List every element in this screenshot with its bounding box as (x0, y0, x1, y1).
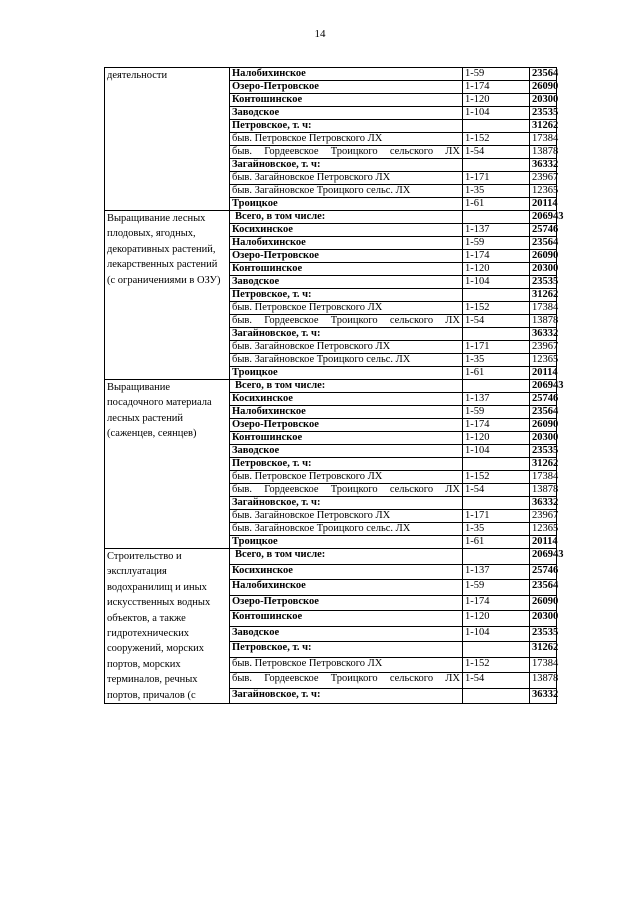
area-value-cell: 31262 (530, 458, 557, 471)
quarter-code-cell: 1-120 (463, 611, 530, 627)
district-name-cell: быв. Гордеевское Троицкого сельского ЛХ (230, 146, 463, 159)
quarter-code-cell: 1-137 (463, 393, 530, 406)
district-name-cell: Косихинское (230, 393, 463, 406)
area-value-cell: 206943 (530, 211, 557, 224)
quarter-code-cell: 1-152 (463, 133, 530, 146)
district-name-cell: быв. Загайновское Троицкого сельс. ЛХ (230, 354, 463, 367)
area-value-cell: 23967 (530, 510, 557, 523)
quarter-code-cell: 1-35 (463, 185, 530, 198)
area-value-cell: 23535 (530, 445, 557, 458)
area-value-cell: 20114 (530, 367, 557, 380)
district-name-cell: Налобихинское (230, 68, 463, 81)
district-name-cell: Петровское, т. ч: (230, 458, 463, 471)
quarter-code-cell: 1-59 (463, 406, 530, 419)
quarter-code-cell (463, 211, 530, 224)
area-value-cell: 23564 (530, 406, 557, 419)
quarter-code-cell: 1-152 (463, 657, 530, 673)
quarter-code-cell: 1-35 (463, 354, 530, 367)
area-value-cell: 20300 (530, 94, 557, 107)
district-name-cell: Всего, в том числе: (230, 211, 463, 224)
district-name-cell: Озеро-Петровское (230, 419, 463, 432)
area-value-cell: 26090 (530, 81, 557, 94)
quarter-code-cell (463, 688, 530, 704)
area-value-cell: 13878 (530, 146, 557, 159)
page-number: 14 (314, 28, 326, 40)
quarter-code-cell: 1-104 (463, 445, 530, 458)
quarter-code-cell: 1-59 (463, 237, 530, 250)
district-name-cell: Загайновское, т. ч: (230, 159, 463, 172)
district-name-cell: Контошинское (230, 94, 463, 107)
area-value-cell: 17384 (530, 133, 557, 146)
area-value-cell: 20300 (530, 611, 557, 627)
area-value-cell: 25746 (530, 564, 557, 580)
area-value-cell: 23967 (530, 341, 557, 354)
activity-cell: Строительство и эксплуатация водохранилищ и иных искусственных водных объектов, а также гидротехнических сооружений, морских портов, морских терминалов, речных портов, причалов (с (105, 549, 230, 704)
district-name-cell: Петровское, т. ч: (230, 642, 463, 658)
quarter-code-cell: 1-137 (463, 564, 530, 580)
district-name-cell: быв. Петровское Петровского ЛХ (230, 657, 463, 673)
quarter-code-cell: 1-171 (463, 341, 530, 354)
quarter-code-cell: 1-104 (463, 107, 530, 120)
area-value-cell: 36332 (530, 328, 557, 341)
quarter-code-cell: 1-120 (463, 263, 530, 276)
table-row (105, 380, 557, 393)
quarter-code-cell: 1-174 (463, 250, 530, 263)
area-value-cell: 26090 (530, 595, 557, 611)
district-name-cell: быв. Загайновское Петровского ЛХ (230, 341, 463, 354)
quarter-code-cell (463, 380, 530, 393)
district-name-cell: Контошинское (230, 432, 463, 445)
area-value-cell: 206943 (530, 380, 557, 393)
district-name-cell: Троицкое (230, 198, 463, 211)
district-name-cell: быв. Загайновское Троицкого сельс. ЛХ (230, 523, 463, 536)
quarter-code-cell: 1-104 (463, 276, 530, 289)
area-value-cell: 23535 (530, 107, 557, 120)
area-value-cell: 23967 (530, 172, 557, 185)
quarter-code-cell: 1-61 (463, 198, 530, 211)
table-row (105, 549, 557, 565)
quarter-code-cell (463, 120, 530, 133)
area-value-cell: 31262 (530, 642, 557, 658)
area-value-cell: 25746 (530, 393, 557, 406)
district-name-cell: Косихинское (230, 564, 463, 580)
area-value-cell: 13878 (530, 484, 557, 497)
district-name-cell: быв. Петровское Петровского ЛХ (230, 471, 463, 484)
area-value-cell: 12365 (530, 523, 557, 536)
quarter-code-cell: 1-171 (463, 172, 530, 185)
district-name-cell: Троицкое (230, 536, 463, 549)
activity-cell: деятельности (105, 68, 230, 211)
quarter-code-cell: 1-137 (463, 224, 530, 237)
quarter-code-cell (463, 289, 530, 302)
quarter-code-cell: 1-152 (463, 471, 530, 484)
quarter-code-cell: 1-120 (463, 432, 530, 445)
district-name-cell: Контошинское (230, 263, 463, 276)
area-value-cell: 36332 (530, 688, 557, 704)
district-name-cell: Озеро-Петровское (230, 250, 463, 263)
area-value-cell: 20114 (530, 198, 557, 211)
activity-cell: Выращивание посадочного материала лесных растений (саженцев, сеянцев) (105, 380, 230, 549)
district-name-cell: быв. Загайновское Петровского ЛХ (230, 510, 463, 523)
area-value-cell: 13878 (530, 673, 557, 689)
quarter-code-cell: 1-174 (463, 419, 530, 432)
activity-cell: Выращивание лесных плодовых, ягодных, декоративных растений, лекарственных растений (с ограничениями в ОЗУ) (105, 211, 230, 380)
district-name-cell: Загайновское, т. ч: (230, 328, 463, 341)
quarter-code-cell: 1-59 (463, 68, 530, 81)
area-value-cell: 23564 (530, 237, 557, 250)
quarter-code-cell: 1-152 (463, 302, 530, 315)
district-name-cell: Заводское (230, 107, 463, 120)
district-name-cell: быв. Гордеевское Троицкого сельского ЛХ (230, 484, 463, 497)
district-name-cell: быв. Загайновское Троицкого сельс. ЛХ (230, 185, 463, 198)
district-name-cell: Заводское (230, 626, 463, 642)
quarter-code-cell (463, 497, 530, 510)
area-value-cell: 13878 (530, 315, 557, 328)
district-name-cell: Петровское, т. ч: (230, 120, 463, 133)
district-name-cell: Озеро-Петровское (230, 595, 463, 611)
area-value-cell: 36332 (530, 497, 557, 510)
area-value-cell: 26090 (530, 419, 557, 432)
district-name-cell: Загайновское, т. ч: (230, 497, 463, 510)
quarter-code-cell: 1-171 (463, 510, 530, 523)
table-row (105, 211, 557, 224)
area-value-cell: 17384 (530, 657, 557, 673)
area-value-cell: 26090 (530, 250, 557, 263)
area-value-cell: 25746 (530, 224, 557, 237)
quarter-code-cell: 1-54 (463, 673, 530, 689)
district-name-cell: Всего, в том числе: (230, 380, 463, 393)
district-name-cell: быв. Гордеевское Троицкого сельского ЛХ (230, 315, 463, 328)
area-value-cell: 31262 (530, 120, 557, 133)
quarter-code-cell: 1-54 (463, 146, 530, 159)
quarter-code-cell (463, 642, 530, 658)
quarter-code-cell: 1-54 (463, 484, 530, 497)
district-name-cell: Косихинское (230, 224, 463, 237)
area-value-cell: 23564 (530, 68, 557, 81)
quarter-code-cell (463, 549, 530, 565)
district-name-cell: Загайновское, т. ч: (230, 688, 463, 704)
area-value-cell: 23564 (530, 580, 557, 596)
quarter-code-cell: 1-59 (463, 580, 530, 596)
quarter-code-cell: 1-120 (463, 94, 530, 107)
district-name-cell: Всего, в том числе: (230, 549, 463, 565)
quarter-code-cell (463, 328, 530, 341)
area-value-cell: 20114 (530, 536, 557, 549)
area-value-cell: 36332 (530, 159, 557, 172)
district-name-cell: быв. Петровское Петровского ЛХ (230, 133, 463, 146)
district-name-cell: Контошинское (230, 611, 463, 627)
area-value-cell: 20300 (530, 263, 557, 276)
forest-district-table (104, 67, 564, 704)
district-name-cell: Заводское (230, 276, 463, 289)
area-value-cell: 17384 (530, 302, 557, 315)
quarter-code-cell: 1-174 (463, 81, 530, 94)
quarter-code-cell (463, 159, 530, 172)
district-name-cell: Налобихинское (230, 406, 463, 419)
area-value-cell: 206943 (530, 549, 557, 565)
district-name-cell: Налобихинское (230, 580, 463, 596)
area-value-cell: 23535 (530, 276, 557, 289)
area-value-cell: 17384 (530, 471, 557, 484)
quarter-code-cell: 1-61 (463, 367, 530, 380)
area-value-cell: 12365 (530, 185, 557, 198)
quarter-code-cell: 1-174 (463, 595, 530, 611)
quarter-code-cell: 1-61 (463, 536, 530, 549)
district-name-cell: Троицкое (230, 367, 463, 380)
area-value-cell: 12365 (530, 354, 557, 367)
table-row (105, 68, 557, 81)
district-name-cell: Петровское, т. ч: (230, 289, 463, 302)
district-name-cell: быв. Гордеевское Троицкого сельского ЛХ (230, 673, 463, 689)
quarter-code-cell: 1-54 (463, 315, 530, 328)
district-name-cell: Озеро-Петровское (230, 81, 463, 94)
district-name-cell: быв. Петровское Петровского ЛХ (230, 302, 463, 315)
quarter-code-cell: 1-35 (463, 523, 530, 536)
quarter-code-cell: 1-104 (463, 626, 530, 642)
quarter-code-cell (463, 458, 530, 471)
area-value-cell: 23535 (530, 626, 557, 642)
area-value-cell: 20300 (530, 432, 557, 445)
district-name-cell: быв. Загайновское Петровского ЛХ (230, 172, 463, 185)
district-name-cell: Заводское (230, 445, 463, 458)
area-value-cell: 31262 (530, 289, 557, 302)
district-name-cell: Налобихинское (230, 237, 463, 250)
